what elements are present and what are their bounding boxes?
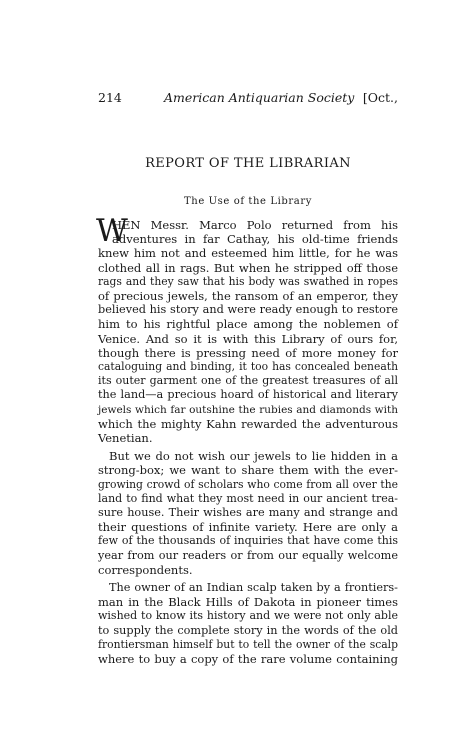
- text-line: But we do not wish our jewels to lie hidden in a: [109, 449, 398, 464]
- journal-title: American Antiquarian Society: [164, 90, 355, 105]
- text-line: cataloguing and binding, it too has concealed beneath: [98, 360, 398, 374]
- text-line: knew him not and esteemed him little, for he was: [98, 246, 398, 261]
- body-text: [96, 213, 398, 667]
- text-line: its outer garment one of the greatest treasures of all: [98, 374, 398, 388]
- text-line: wished to know its history and we were not only able: [98, 609, 398, 623]
- text-line: of precious jewels, the ransom of an emperor, they: [98, 289, 398, 304]
- drop-cap: W: [96, 213, 128, 249]
- report-title: REPORT OF THE LIBRARIAN: [145, 156, 351, 171]
- paragraph: [96, 213, 398, 446]
- text-line: frontiersman himself but to tell the owner of the scalp: [98, 637, 398, 651]
- page-number: 214: [98, 90, 122, 105]
- text-line: believed his story and were ready enough to restore: [98, 303, 398, 317]
- text-line: him to his rightful place among the noblemen of: [98, 317, 398, 332]
- text-line: year from our readers or from our equally welcome: [98, 548, 398, 562]
- text-line: HEN Messr. Marco Polo returned from his: [112, 218, 398, 232]
- text-line: their questions of infinite variety. Here are only a: [98, 520, 398, 535]
- text-line: correspondents.: [98, 562, 193, 577]
- text-line: to supply the complete story in the words of the old: [98, 623, 398, 637]
- text-line: Venice. And so it is with this Library of ours for,: [98, 331, 398, 346]
- text-line: adventures in far Cathay, his old-time friends: [112, 232, 398, 247]
- paragraph: [98, 449, 398, 577]
- text-line: clothed all in rags. But when he stripped off those: [98, 260, 398, 275]
- text-line: man in the Black Hills of Dakota in pioneer times: [98, 595, 398, 610]
- text-line: which the mighty Kahn rewarded the adventurous: [98, 416, 398, 431]
- section-title: The Use of the Library: [184, 196, 312, 207]
- text-line: The owner of an Indian scalp taken by a frontiers-: [109, 581, 398, 595]
- text-line: sure house. Their wishes are many and strange and: [98, 506, 398, 520]
- issue-month: [Oct.,: [362, 90, 398, 105]
- text-line: growing crowd of scholars who come from all over the: [98, 477, 398, 491]
- text-line: Venetian.: [98, 431, 153, 446]
- text-line: jewels which far outshine the rubies and diamonds with: [98, 403, 398, 416]
- text-line: rags and they saw that his body was swathed in ropes: [98, 274, 398, 288]
- paragraph: [98, 581, 398, 666]
- text-line: land to find what they most need in our ancient trea-: [98, 491, 398, 505]
- text-line: though there is pressing need of more money for: [98, 345, 398, 360]
- running-head: [98, 90, 398, 106]
- text-line: the land—a precious hoard of historical and literary: [98, 388, 398, 402]
- text-line: few of the thousands of inquiries that have come this: [98, 534, 398, 548]
- text-line: where to buy a copy of the rare volume containing: [98, 652, 398, 667]
- text-line: strong-box; we want to share them with the ever-: [98, 463, 398, 478]
